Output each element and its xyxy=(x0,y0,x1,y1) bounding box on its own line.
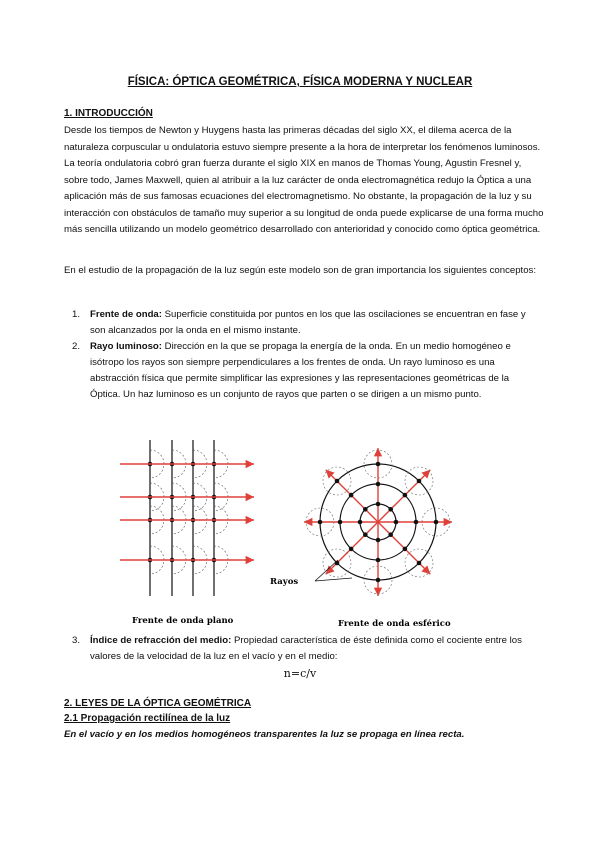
list-number: 2. xyxy=(72,341,81,352)
section-heading-leyes: 2. LEYES DE LA ÓPTICA GEOMÉTRICA xyxy=(64,698,252,709)
list-text: Superficie constituida por puntos en los que las oscilaciones se encuentran en fase y son alcanzados por la onda en el mismo instante. xyxy=(90,309,526,336)
list-term: Índice de refracción del medio: xyxy=(90,635,232,646)
wavefront-point xyxy=(363,507,368,512)
wavefront-point xyxy=(394,520,399,525)
refraction-formula: n=c/v xyxy=(283,667,317,680)
wavefront-point xyxy=(376,462,381,467)
wavefront-point xyxy=(376,482,381,487)
wavefront-point xyxy=(338,520,343,525)
wavefront-point xyxy=(376,538,381,543)
wavefront-point xyxy=(363,532,368,537)
wavefront-point xyxy=(318,520,323,525)
list-item xyxy=(72,633,542,665)
wavefront-point xyxy=(434,520,439,525)
wavefront-point xyxy=(349,547,354,552)
subsection-heading-propagacion: 2.1 Propagación rectilínea de la luz xyxy=(64,713,231,724)
list-text: Propiedad característica de éste definida como el cociente entre los valores de la velocidad de la luz en el vacío y en el medio: xyxy=(90,635,522,662)
wavefront-point xyxy=(388,532,393,537)
rays-pointer-line xyxy=(315,560,338,581)
list-text: Dirección en la que se propaga la energía de la onda. En un medio homogéneo e isótropo los rayos son siempre perpendiculares a los frentes de onda. Un rayo luminoso es una abstracción física que permite simplificar las expresiones y las representaciones geométricas de la Óptica. Un haz luminoso es un conjunto de rayos que parten o se dirigen a un mismo punto. xyxy=(90,341,511,400)
wavefront-point xyxy=(376,502,381,507)
wavefront-point xyxy=(417,561,422,566)
wavefront-point xyxy=(358,520,363,525)
caption-plane-wavefront: Frente de onda plano xyxy=(132,616,234,626)
plane-wavefront-diagram xyxy=(120,440,254,596)
list-number: 3. xyxy=(72,635,81,646)
wavefront-point xyxy=(417,479,422,484)
caption-spherical-wavefront: Frente de onda esférico xyxy=(338,619,451,629)
wavefront-point xyxy=(403,547,408,552)
rays-label: Rayos xyxy=(270,577,299,587)
list-term: Frente de onda: xyxy=(90,309,162,320)
wavefront-point xyxy=(335,479,340,484)
wavefront-point xyxy=(376,558,381,563)
list-term: Rayo luminoso: xyxy=(90,341,162,352)
wavefront-point xyxy=(414,520,419,525)
list-number: 1. xyxy=(72,309,81,320)
spherical-wavefront-diagram xyxy=(304,448,452,596)
wavefront-point xyxy=(376,578,381,583)
rays-pointer-line xyxy=(315,578,352,581)
intro-paragraph: Desde los tiempos de Newton y Huygens hasta las primeras décadas del siglo XX, el dilema acerca de la naturaleza corpuscular u ondulatoria estuvo siempre presente a la hora de interpretar los fenómenos luminosos. La teoría ondulatoria cobró gran fuerza durante el siglo XIX en manos de Thomas Young, Agustin Fresnel y, sobre todo, James Maxwell, quien al atribuir a la luz carácter de onda electromagnética redujo la Óptica a una aplicación más de sus famosas ecuaciones del electromagnetismo. No obstante, la propagación de la luz y su interacción con obstáculos de tamaño muy superior a su longitud de onda puede explicarse de una forma mucho más sencilla utilizando un modelo geométrico desarrollado con anterioridad y conocido como óptica geométrica. xyxy=(64,125,544,235)
page-title: FÍSICA: ÓPTICA GEOMÉTRICA, FÍSICA MODERNA Y NUCLEAR xyxy=(127,76,473,88)
wavefront-point xyxy=(403,493,408,498)
section-heading-introduccion: 1. INTRODUCCIÓN xyxy=(64,108,153,119)
wavefront-point xyxy=(388,507,393,512)
concepts-paragraph: En el estudio de la propagación de la luz según este modelo son de gran importancia los siguientes conceptos: xyxy=(64,265,536,276)
wavefront-point xyxy=(349,493,354,498)
law-statement: En el vacío y en los medios homogéneos transparentes la luz se propaga en línea recta. xyxy=(64,729,465,740)
